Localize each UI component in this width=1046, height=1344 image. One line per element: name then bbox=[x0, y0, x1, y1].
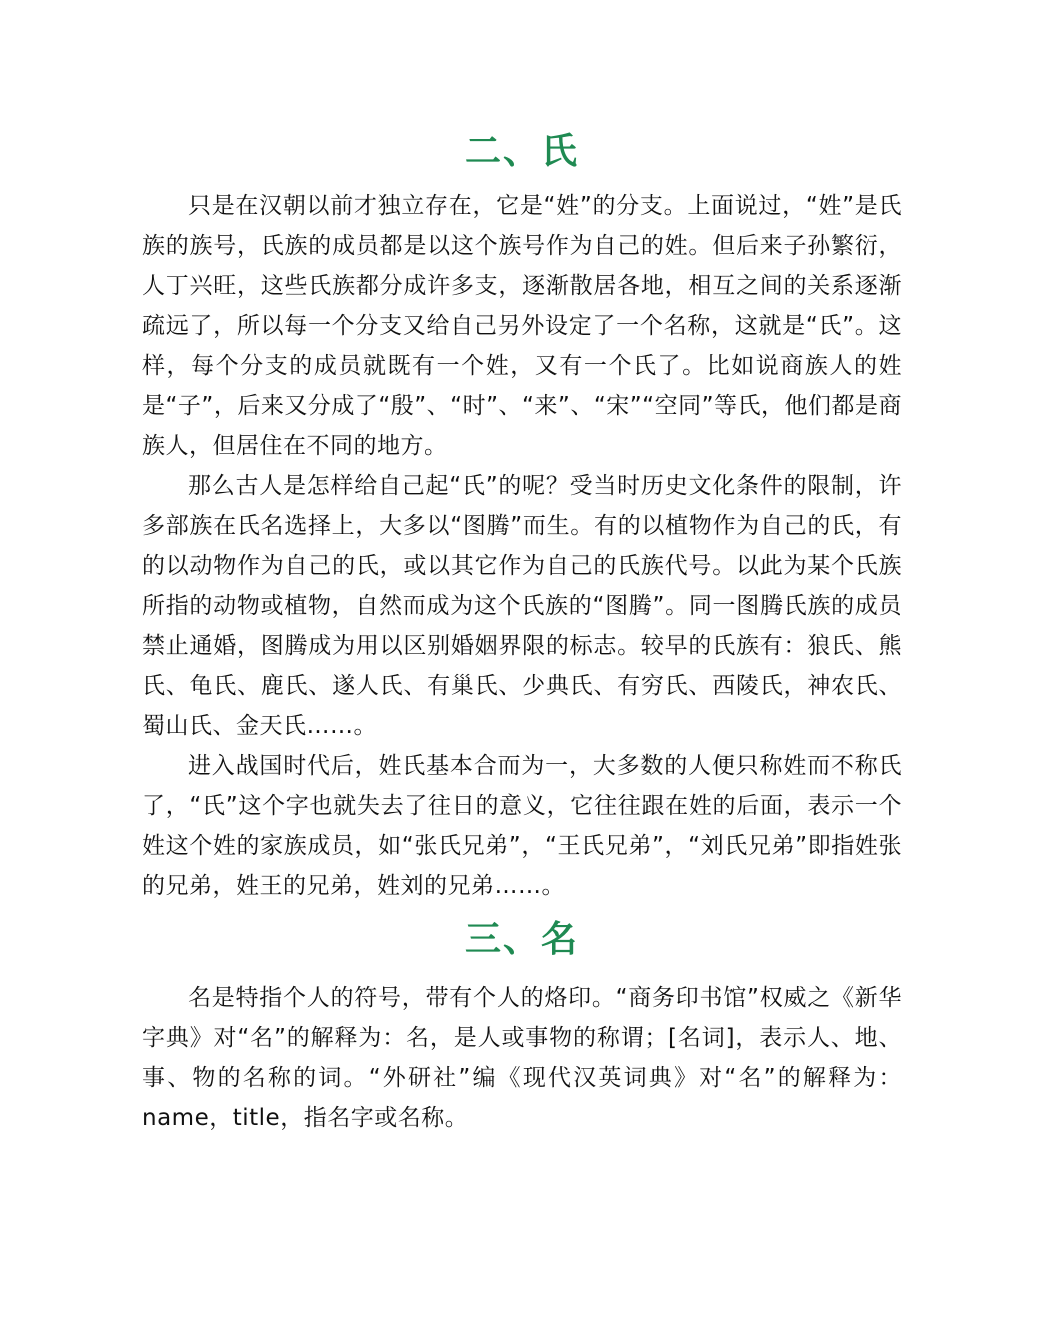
paragraph: 只是在汉朝以前才独立存在，它是“姓”的分支。上面说过，“姓”是氏族的族号，氏族的成员都是以这个族号作为自己的姓。但后来子孙繁衍，人丁兴旺，这些氏族都分成许多支，逐渐散居各地，相互之间的关系逐渐疏远了，所以每一个分支又给自己另外设定了一个名称，这就是“氏”。这样，每个分支的成员就既有一个姓，又有一个氏了。比如说商族人的姓是“子”，后来又分成了“殷”、“时”、“来”、“宋”“空同”等氏，他们都是商族人，但居住在不同的地方。 bbox=[142, 193, 902, 459]
paragraph: 名是特指个人的符号，带有个人的烙印。“商务印书馆”权威之《新华字典》对“名”的解释为：名，是人或事物的称谓；[名词]，表示人、地、事、物的名称的词。“外研社”编《现代汉英词典》对“名”的解释为：name，title，指名字或名称。 bbox=[142, 985, 902, 1131]
section-title-shi: 二、氏 bbox=[464, 131, 579, 172]
paragraph: 进入战国时代后，姓氏基本合而为一，大多数的人便只称姓而不称氏了，“氏”这个字也就失去了往日的意义，它往往跟在姓的后面，表示一个姓这个姓的家族成员，如“张氏兄弟”，“王氏兄弟”，“刘氏兄弟”即指姓张的兄弟，姓王的兄弟，姓刘的兄弟……。 bbox=[142, 753, 902, 899]
document-page bbox=[142, 128, 902, 1138]
section-title-ming: 三、名 bbox=[464, 919, 579, 960]
paragraph: 那么古人是怎样给自己起“氏”的呢？受当时历史文化条件的限制，许多部族在氏名选择上，大多以“图腾”而生。有的以植物作为自己的氏，有的以动物作为自己的氏，或以其它作为自己的氏族代号。以此为某个氏族所指的动物或植物，自然而成为这个氏族的“图腾”。同一图腾氏族的成员禁止通婚，图腾成为用以区别婚姻界限的标志。较早的氏族有：狼氏、熊氏、龟氏、鹿氏、遂人氏、有巢氏、少典氏、有穷氏、西陵氏，神农氏、蜀山氏、金天氏……。 bbox=[142, 473, 902, 739]
